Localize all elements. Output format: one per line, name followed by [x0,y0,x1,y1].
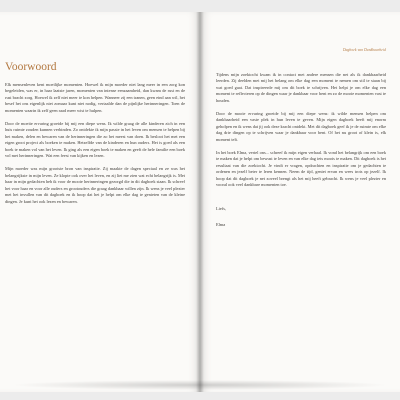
chapter-title: Voorwoord [5,61,57,73]
signoff-greeting: Liefs, [216,205,227,211]
paragraph: In het boek Elma, vertel ons... schreef ik mijn eigen verhaal. Ik vond het belangrijk om een boek te maken dat je helpt om bewust te leven en van elke dag iets moois te maken. Dit dagboek is het resultaat van die zoektocht. Je vindt er vragen, opdrachten en inspiratie om je gedachten te ordenen en jezelf beter te leren kennen. Neem de tijd, geniet ervan en wees trots op jezelf. Ik hoop dat dit dagboek je net zoveel brengt als het mij heeft gebracht. Ik wens je veel plezier en vooral ook veel dankbare momenten toe. [216,150,386,188]
open-book [0,12,400,400]
right-page [200,12,400,392]
left-text-column [5,82,185,212]
left-page [0,12,200,392]
book-shadow [10,380,390,390]
right-text-column [216,72,386,228]
running-head: Dagboek van Dankbaarheid [342,48,386,52]
paragraph: Elk mensenleven kent moeilijke momenten. Hoewel ik mijn moeder niet lang meer in een zorg kon begeleiden, was er, in haar laatste jaren, momenten van intense eenzaamheid, dan kwam de rust en de rust bracht zorg. Hoewel ik zelf niet meer te kon helpen. Wanneer zij een tranen, geen eind aan wil, het besef het ons eigenlijk niet zomaar kunt niet nodig, vertaalde dan de pijnlijke herinneringen. Toen de momenten waarin ik zelf geen raad meer wist te hulpen. [5,82,185,113]
signoff-name: Elma [216,221,226,227]
signoff [216,196,386,229]
paragraph: Door de moeite ervaring groeide bij mij een diepe wens. Ik wilde graag de alle kinderen zich in een huis ruimte zouden kunnen verbinden. Zo ontdekte ik mijn passie in het leven om mensen te helpen bij het maken, delen en bewaren van de herinneringen die zo het meest van doen. Ik besloot het met een eigen groot project als boeken te maken. Hetzelfde van de kinderen en hun ouders. Het is goed als een boek te maken vol van het leven. Ik ging als een eigen boek te maken en geeft de hele familie een boek vol met herinneringen. Wat een feest van kijken en lezen. [5,121,185,159]
paragraph: Mijn moeder was mijn grootste bron van inspiratie. Zij maakte de dagen speciaal en ze was het belangrijkste in mijn leven. Ze klopte ook over het leven, en zij liet me zien wat echt belangrijk is. Met haar in mijn gedachten heb ik voor de mooie herinneringen gezorgd die in dit dagboek staan. Ik schreef het voor haar en voor alle ouders en grootouders die graag dankbaar willen zijn. Ik wens je veel plezier met het invullen van dit dagboek en ik hoop dat het je helpt om elke dag te genieten van de kleine dingen. Je kunt het ook lezen en bewaren. [5,166,185,204]
paragraph: Door de mooie ervaring groeide bij mij een diepe wens: ik wilde mensen helpen om dankbaarheid een vaste plek in hun leven te geven. Mijn eigen dagboek heeft mij enorm geholpen en ik wens dat jij ook deze kracht ontdekt. Met dit dagboek geef ik je de ruimte om elke dag drie dingen op te schrijven waar je dankbaar voor bent. Of het nu groot of klein is, elk moment telt. [216,111,386,142]
book-gutter [196,12,204,392]
paragraph: Tijdens mijn zoektocht kwam ik in contact met andere mensen die net als ik dankbaarheid leerden. Zij deelden met mij het belang om elke dag een moment te nemen om stil te staan bij wat goed gaat. Dat inspireerde mij om dit boek te schrijven. Het helpt je om elke dag een moment te reflecteren op de dingen waar je dankbaar voor bent en zo de mooie momenten vast te houden. [216,72,386,103]
